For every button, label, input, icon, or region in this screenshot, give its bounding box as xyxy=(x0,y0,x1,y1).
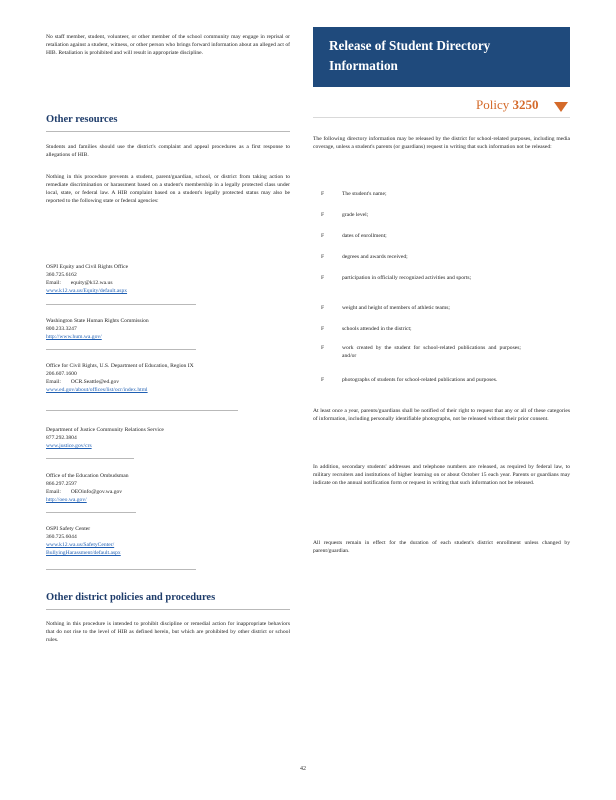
link-underline xyxy=(46,410,238,411)
bullet-marker-icon: F xyxy=(321,326,325,332)
list-item-text: degrees and awards received; xyxy=(342,254,408,260)
agency-phone: 800.233.3247 xyxy=(46,325,77,332)
agency-phone: 360.725.6044 xyxy=(46,533,77,540)
other-policies-heading: Other district policies and procedures xyxy=(46,592,216,603)
bullet-marker-icon: F xyxy=(321,191,325,197)
list-item xyxy=(321,212,566,220)
agency-name: Office for Civil Rights, U.S. Department of Education, Region IX xyxy=(46,363,194,369)
banner-title: Release of Student Directory Information xyxy=(329,38,491,73)
policy-title-banner xyxy=(313,27,570,87)
triangle-down-icon xyxy=(554,102,568,112)
agency-ospi-equity xyxy=(46,264,290,296)
list-item xyxy=(321,305,566,313)
agency-phone: 877.292.3804 xyxy=(46,434,77,441)
other-resources-paragraph-2: Nothing in this procedure prevents a student, parent/guardian, school, or district from taking action to remediate discrimination or harassment based on a student's membership in a legally protected class under local, state, or federal law. A HIB complaint based on a student's legally protected status may also be reported to the following state or federal agencies: xyxy=(46,174,290,204)
link-underline xyxy=(46,304,196,305)
link-underline xyxy=(46,512,136,513)
list-item xyxy=(321,326,566,334)
link-underline xyxy=(46,569,196,570)
list-item-text: dates of enrollment; xyxy=(342,233,387,239)
other-resources-paragraph-1: Students and families should use the district's complaint and appeal procedures as a first response to allegations of HIB. xyxy=(46,144,290,158)
agency-email: Email: OCR.Seattle@ed.gov xyxy=(46,378,120,385)
bullet-marker-icon: F xyxy=(321,254,325,260)
retaliation-paragraph: No staff member, student, volunteer, or other member of the school community may engage in reprisal or retaliation against a student, witness, or other person who brings forward information about an alleged act of HIB. Retaliation is prohibited and will result in appropriate discipline. xyxy=(46,34,290,56)
agency-name: Washington State Human Rights Commission xyxy=(46,318,149,324)
agency-email: Email: OEOinfo@gov.wa.gov xyxy=(46,488,123,495)
policy-label: Policy xyxy=(476,97,510,112)
agency-link[interactable]: http://oeo.wa.gov/ xyxy=(46,496,87,503)
agency-name: OSPI Safety Center xyxy=(46,526,91,532)
agency-link[interactable]: http://www.hum.wa.gov/ xyxy=(46,333,102,340)
link-underline xyxy=(46,458,134,459)
bullet-marker-icon: F xyxy=(321,212,325,218)
bullet-marker-icon: F xyxy=(321,233,325,239)
agency-phone: 866.297.2597 xyxy=(46,480,77,487)
agency-ombudsman xyxy=(46,473,290,505)
bullet-marker-icon: F xyxy=(321,377,325,383)
list-item xyxy=(321,254,566,262)
requests-paragraph: All requests remain in effect for the duration of each student's district enrollment unless changed by parent/guardian. xyxy=(313,540,570,554)
list-item xyxy=(321,275,521,283)
agency-human-rights xyxy=(46,318,290,342)
agency-link[interactable]: www.k12.wa.us/SafetyCenter/ BullyingHarassment/default.aspx xyxy=(46,541,121,556)
section-divider xyxy=(313,117,570,118)
agency-phone: 360.725.6162 xyxy=(46,271,77,278)
list-item xyxy=(321,191,566,199)
list-item-text: schools attended in the district; xyxy=(342,326,412,332)
list-item-text: participation in officially recognized activities and sports; xyxy=(342,275,472,281)
list-item xyxy=(321,377,521,385)
agency-ospi-safety xyxy=(46,526,290,558)
agency-name: OSPI Equity and Civil Rights Office xyxy=(46,264,129,270)
agency-phone: 206.607.1600 xyxy=(46,370,77,377)
list-item xyxy=(321,345,521,361)
agency-ocr xyxy=(46,363,290,395)
other-policies-paragraph: Nothing in this procedure is intended to prohibit discipline or remedial action for inappropriate behaviors that do not rise to the level of HIB as defined herein, but which are prohibited by other district or school rules. xyxy=(46,621,290,643)
agency-link[interactable]: www.ed.gov/about/offices/list/ocr/index.html xyxy=(46,386,148,393)
agency-link[interactable]: www.k12.wa.us/Equity/default.aspx xyxy=(46,287,128,294)
list-item-text: The student's name; xyxy=(342,191,387,197)
link-underline xyxy=(46,349,196,350)
release-intro-paragraph: The following directory information may be released by the district for school-related purposes, including media coverage, unless a student's parents (or guardians) request in writing that such information not be released: xyxy=(313,136,570,150)
list-item-text: photographs of students for school-related publications and purposes. xyxy=(342,377,498,383)
other-resources-heading: Other resources xyxy=(46,114,118,125)
agency-name: Department of Justice Community Relations Service xyxy=(46,427,164,433)
agency-name: Office of the Education Ombudsman xyxy=(46,473,129,479)
agency-link[interactable]: www.justice.gov/crs xyxy=(46,442,92,449)
policy-number: 3250 xyxy=(512,97,539,112)
bullet-marker-icon: F xyxy=(321,275,325,281)
section-divider xyxy=(46,609,290,610)
page-number: 42 xyxy=(300,766,306,772)
recruiters-paragraph: In addition, secondary students' addresses and telephone numbers are released, as required by federal law, to military recruiters and institutions of higher learning on or about October 15 each year. Parents or guardians may indicate on the annual notification form or request in writing that such information not be released. xyxy=(313,464,570,486)
section-divider xyxy=(46,131,290,132)
policy-number-label xyxy=(476,97,538,113)
list-item-text: grade level; xyxy=(342,212,369,218)
bullet-marker-icon: F xyxy=(321,345,325,351)
list-item-text: weight and height of members of athletic teams; xyxy=(342,305,450,311)
list-item xyxy=(321,233,566,241)
agency-email: Email: equity@k12.wa.us xyxy=(46,279,113,286)
notification-paragraph: At least once a year, parents/guardians shall be notified of their right to request that any or all of these categories of information, including personally identifiable photographs, not be released without their prior consent. xyxy=(313,408,570,422)
list-item-text: work created by the student for school-related publications and purposes; and/or xyxy=(342,345,521,359)
agency-doj xyxy=(46,427,290,451)
bullet-marker-icon: F xyxy=(321,305,325,311)
